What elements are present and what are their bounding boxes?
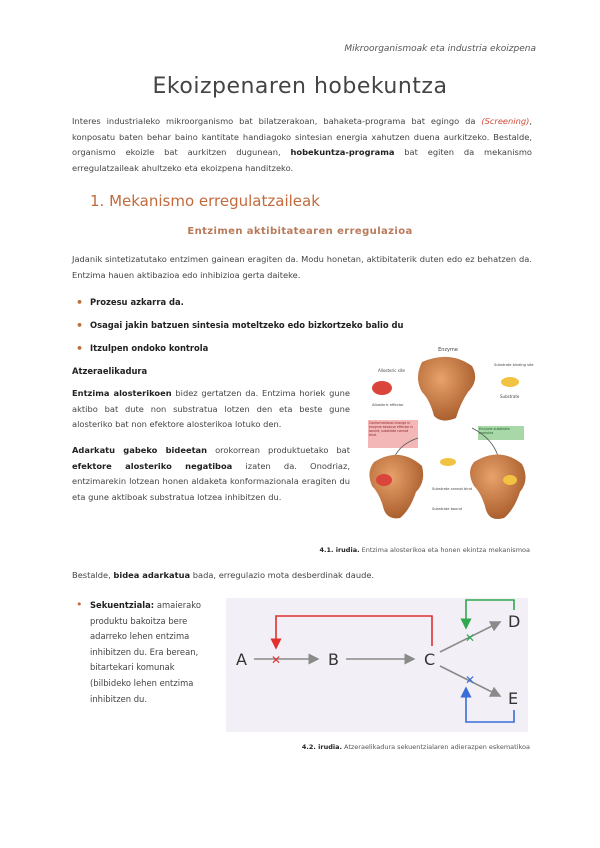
enzyme-active-shape <box>470 454 526 519</box>
inhibition-x-blue: ✕ <box>464 673 476 687</box>
intro-paragraph <box>72 114 532 176</box>
figure1-caption <box>320 546 531 554</box>
intro-bold-term: hobekuntza-programa <box>290 147 395 158</box>
label-enzyme: Enzyme <box>438 347 458 353</box>
feedback-e-blue <box>466 688 514 722</box>
label-substrate-site: Substrate binding site <box>494 363 534 367</box>
sequential-bullet <box>90 598 202 707</box>
branched-text-2: bada, erregulazio mota desberdinak daude. <box>190 570 375 580</box>
paragraph-enzyme-activity: Jadanik sintetizatutako entzimen gainean eragiten da. Modu honetan, aktibitaterik duten edo ez behatzen da. Entzima hauen aktibazioa edo inhibizioa gerta daiteke. <box>72 254 532 280</box>
feedback-d-green <box>466 600 514 628</box>
bullet-item: • Prozesu azkarra da. <box>90 297 184 307</box>
bound-substrate-shape <box>503 475 517 485</box>
section-heading: 1. Mekanismo erregulatzaileak <box>90 192 320 210</box>
paragraph-unbranched <box>72 443 350 505</box>
label-substrate-bound: Substrate bound <box>432 507 462 511</box>
allosteric-enzyme-figure <box>360 342 536 538</box>
bullet-item: • Itzulpen ondoko kontrola <box>90 343 208 353</box>
figure2-caption <box>302 743 530 751</box>
sequential-text: amaierako produktu bakoitza bere adarreko lehen entzima inhibitzen du. Era berean, bitartekari komunak (bilbideko lehen entzima inhibitzen du. <box>90 600 201 704</box>
allosteric-bold: Entzima alosterikoen <box>72 388 172 398</box>
label-cannot-bind: Substrate cannot bind <box>432 487 472 491</box>
page-title: Ekoizpenaren hobekuntza <box>152 74 448 99</box>
paragraph-branched <box>72 568 532 584</box>
node-a: A <box>236 650 247 669</box>
label-substrate: Substrate <box>500 394 520 399</box>
subsection-heading: Entzimen aktibitatearen erregulazioa <box>187 226 413 237</box>
figure1-caption-label: 4.1. irudia. <box>319 546 360 554</box>
unbranched-text-1: orokorrean produktuetako bat <box>207 445 350 455</box>
bullet-item: • Osagai jakin batzuen sintesia moteltzeko edo bizkortzeko balio du <box>90 320 404 330</box>
inhibition-x-red: ✕ <box>270 653 282 667</box>
free-substrate-shape <box>440 458 456 466</box>
substrate-shape <box>501 377 519 387</box>
node-b: B <box>328 650 339 669</box>
paragraph-allosteric <box>72 386 350 433</box>
allosteric-effector-shape <box>372 381 392 395</box>
inhibition-x-green: ✕ <box>464 631 476 645</box>
feedback-heading: Atzeraelikadura <box>72 366 148 376</box>
node-c: C <box>424 650 436 669</box>
figure1-caption-text: Entzima alosterikoa eta honen ekintza mekanismoa <box>359 546 530 554</box>
sequential-bold: Sekuentziala: <box>90 600 155 610</box>
intro-text-3: bat egiten da mekanismo erregulatzaileak ahultzeko eta ekoizpena handitzeko. <box>72 147 533 173</box>
label-allosteric-site: Allosteric site <box>378 368 405 373</box>
screening-term: (Screening) <box>481 116 530 126</box>
branched-text-1: Bestalde, <box>72 570 114 580</box>
enzyme-shape <box>418 357 475 421</box>
sequential-feedback-figure <box>226 598 528 732</box>
intro-text-2: , konposatu baten behar baino kantitate handiagoko sintesian energia xahutzen duena aurkitzeko. Bestalde, organismo ekoizle bat aurkitzen dugunean, <box>72 116 532 158</box>
node-e: E <box>508 689 519 708</box>
enzyme-inhibited-shape <box>369 455 423 518</box>
feedback-c-red <box>276 616 432 648</box>
node-d: D <box>508 612 521 631</box>
conformational-text: Conformational change in enzyme because effector is bound; substrate cannot bind. <box>369 421 413 437</box>
label-effector: Allosteric effector <box>372 403 404 407</box>
unbranched-bold: Adarkatu gabeko bideetan <box>72 445 208 455</box>
branched-bold: bidea adarkatua <box>113 570 191 580</box>
figure2-caption-text: Atzeraelikadura sekuentzialaren adierazpen eskematikoa <box>341 743 530 751</box>
complex-text: Enzyme-substrate complex <box>479 427 510 435</box>
bound-effector-shape <box>376 474 392 486</box>
unbranched-text-2: izaten da. Onodriaz, entzimarekin lotzean honen aldaketa konformazionala eragiten du eta gune aktiboak substratua lotzea inhibitzen du. <box>72 460 350 502</box>
figure2-caption-label: 4.2. irudia. <box>301 743 342 751</box>
effector-bold: efektore alosteriko negatiboa <box>72 460 233 471</box>
allosteric-text: bidez gertatzen da. Entzima horiek gune aktibo bat dute non substratua lotzen den eta beste gune alosteriko bat non efektore alosterikoa lotuko den. <box>72 388 350 430</box>
running-header: Mikroorganismoak eta industria ekoizpena <box>344 44 536 54</box>
intro-text-1: Interes industrialeko mikroorganismo bat bilatzerakoan, bahaketa-programa bat egingo da <box>72 116 482 126</box>
